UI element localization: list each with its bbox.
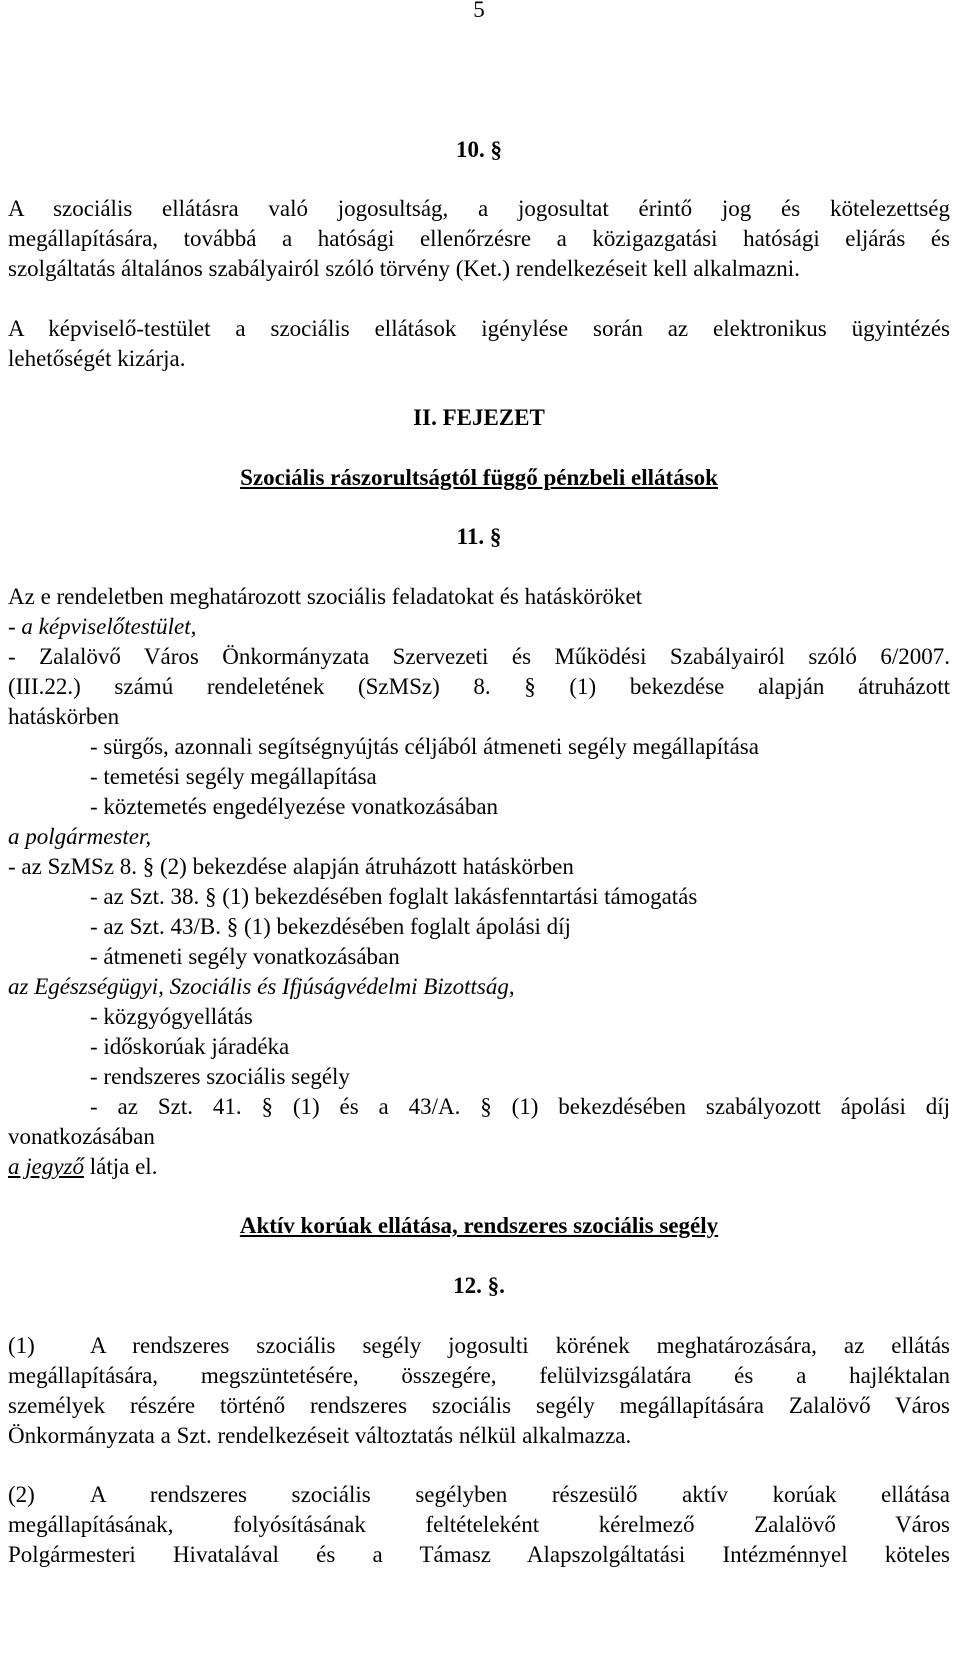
- committee-item: - átmeneti segély vonatkozásában: [90, 944, 400, 969]
- council-label: - a képviselőtestület,: [8, 614, 197, 639]
- szmsz-line: (III.22.) számú rendeletének (SzMSz) 8. § (1) bekezdése alapján átruházott: [8, 674, 950, 699]
- page-number: 5: [473, 0, 485, 22]
- mayor-item: - temetési segély megállapítása: [90, 764, 377, 789]
- committee-label: az Egészségügyi, Szociális és Ifjúságvédelmi Bizottság,: [8, 974, 515, 999]
- mayor-item: - köztemetés engedélyezése vonatkozásában: [90, 794, 499, 819]
- szmsz-line: hatáskörben: [8, 704, 120, 729]
- chapter-subtitle: Szociális rászorultságtól függő pénzbeli ellátások: [240, 465, 718, 490]
- mayor-item: - sürgős, azonnali segítségnyújtás céljából átmeneti segély megállapítása: [90, 734, 759, 759]
- section-10-heading: 10. §: [456, 137, 502, 162]
- notary-item: - időskorúak járadéka: [90, 1034, 290, 1059]
- section-12-p2-line: (2) A rendszeres szociális segélyben részesülő aktív korúak ellátása: [8, 1482, 950, 1507]
- paragraph-number: (2): [8, 1482, 35, 1507]
- notary-item: - az Szt. 41. § (1) és a 43/A. § (1) bekezdésében szabályozott ápolási díj: [90, 1094, 950, 1119]
- notary-rest: látja el.: [84, 1154, 158, 1179]
- szmsz-line: - Zalalövő Város Önkormányzata Szervezeti és Működési Szabályairól szóló 6/2007.: [8, 644, 950, 669]
- notary-item: - közgyógyellátás: [90, 1004, 253, 1029]
- section-12-p2-line: megállapításának, folyósításának feltételeként kérelmező Zalalövő Város: [8, 1512, 950, 1537]
- mayor-label: a polgármester,: [8, 824, 152, 849]
- section-10-paragraph-2-line: lehetőségét kizárja.: [8, 346, 186, 371]
- paragraph-number: (1): [8, 1333, 35, 1358]
- section-11-intro: Az e rendeletben meghatározott szociális feladatokat és hatásköröket: [8, 584, 643, 609]
- section-12-p1-line: Önkormányzata a Szt. rendelkezéseit változtatás nélkül alkalmazza.: [8, 1423, 632, 1448]
- section-12-heading: 12. §.: [453, 1273, 505, 1298]
- szmsz-2-line: - az SzMSz 8. § (2) bekezdése alapján átruházott hatáskörben: [8, 854, 574, 879]
- chapter-title: II. FEJEZET: [413, 405, 545, 430]
- section-10-paragraph-2-line: A képviselő-testület a szociális ellátások igénylése során az elektronikus ügyintézés: [8, 316, 950, 341]
- section-12-p1-line: (1) A rendszeres szociális segély jogosulti körének meghatározására, az ellátás: [8, 1333, 950, 1358]
- notary-line: [8, 1153, 950, 1181]
- notary-tail: vonatkozásában: [8, 1124, 155, 1149]
- notary-label: a jegyző: [8, 1154, 85, 1179]
- section-10-paragraph-1-line: A szociális ellátásra való jogosultság, a jogosultat érintő jog és kötelezettség: [8, 196, 950, 221]
- section-12-p2-line: Polgármesteri Hivatalával és a Támasz Alapszolgáltatási Intézménnyel köteles: [8, 1542, 950, 1567]
- section-10-paragraph-1-line: megállapítására, továbbá a hatósági ellenőrzésre a közigazgatási hatósági eljárás és: [8, 226, 950, 251]
- committee-item: - az Szt. 43/B. § (1) bekezdésében foglalt ápolási díj: [90, 914, 571, 939]
- section-11-heading: 11. §: [456, 524, 502, 549]
- notary-item: - rendszeres szociális segély: [90, 1064, 350, 1089]
- subchapter-title: Aktív korúak ellátása, rendszeres szociális segély: [239, 1213, 719, 1238]
- section-12-p1-line: személyek részére történő rendszeres szociális segély megállapítására Zalalövő Város: [8, 1393, 950, 1418]
- section-12-p1-line: megállapítására, megszüntetésére, összegére, felülvizsgálatára és a hajléktalan: [8, 1363, 950, 1388]
- section-10-paragraph-1-line: szolgáltatás általános szabályairól szóló törvény (Ket.) rendelkezéseit kell alkalmazni.: [8, 256, 800, 281]
- committee-item: - az Szt. 38. § (1) bekezdésében foglalt lakásfenntartási támogatás: [90, 884, 698, 909]
